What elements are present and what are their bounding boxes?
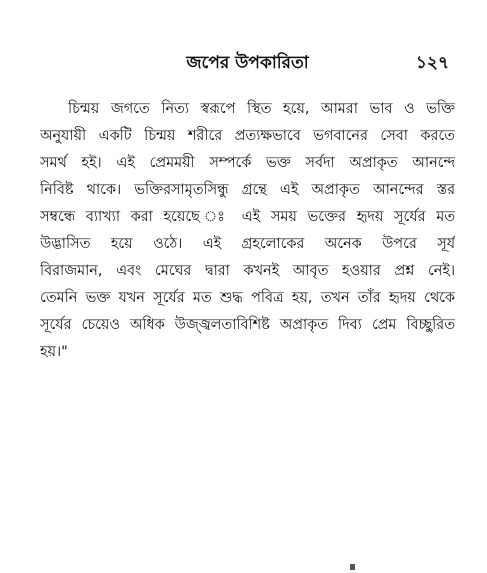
text-line: চিন্ময় জগতে নিত্য স্বরূপে স্থিত হয়ে, আমরা ভাব ও ভক্তি (68, 101, 455, 117)
text-line: তেমনি ভক্ত যখন সূর্যের মত শুদ্ধ পবিত্র হয়, তখন তাঁর হৃদয় থেকে (40, 290, 455, 306)
scan-speck (350, 564, 355, 570)
text-line: হয়।" (40, 344, 68, 360)
text-line: বিরাজমান, এবং মেঘের দ্বারা কখনই আবৃত হওয়ার প্রশ্ন নেই। (40, 263, 455, 279)
text-line: সমর্থ হই। এই প্রেমময়ী সম্পর্কে ভক্ত সর্বদা অপ্রাকৃত আনন্দে (40, 155, 455, 171)
body-paragraph (40, 96, 455, 366)
page-number: ১২৭ (415, 53, 449, 73)
running-header-title: জপের উপকারিতা (186, 53, 309, 73)
text-line: সূর্যের চেয়েও অধিক উজ্জ্বলতাবিশিষ্ট অপ্রাকৃত দিব্য প্রেম বিচ্ছুরিত (40, 317, 455, 333)
text-line: সম্বন্ধে ব্যাখ্যা করা হয়েছে ঃ এই সময় ভক্তের হৃদয় সূর্যের মত (40, 209, 455, 225)
text-line: উদ্ভাসিত হয়ে ওঠে। এই গ্রহলোকের অনেক উপরে সূর্য (40, 236, 455, 252)
text-line: অনুযায়ী একটি চিন্ময় শরীরে প্রত্যক্ষভাবে ভগবানের সেবা করতে (40, 128, 455, 144)
text-line: নিবিষ্ট থাকে। ভক্তিরসামৃতসিন্ধু গ্রন্থে এই অপ্রাকৃত আনন্দের স্তর (40, 182, 455, 198)
